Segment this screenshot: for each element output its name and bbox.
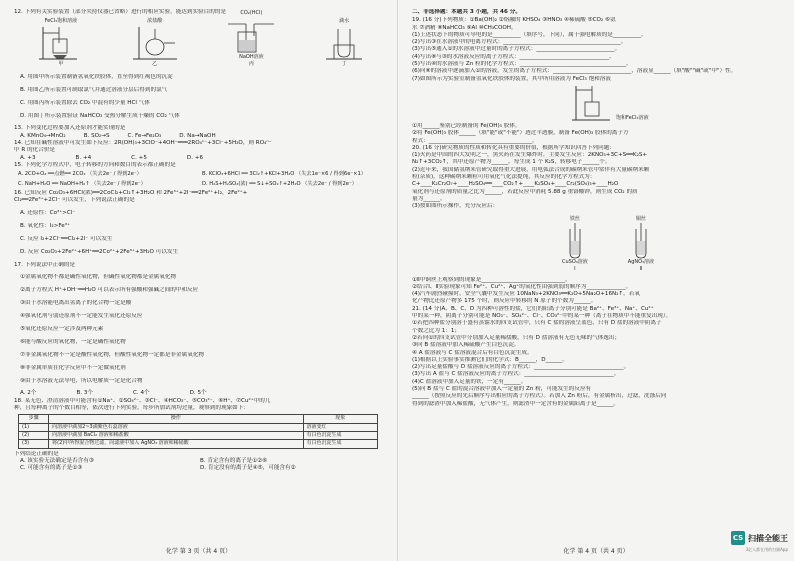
table-cell: 有白色沉淀生成 bbox=[303, 440, 377, 448]
q12-option-c: C. 用图丙所示装置除去 CO₂ 中混有的少量 HCl 气体 bbox=[20, 99, 150, 106]
table-cell: 溶液变红 bbox=[303, 423, 377, 431]
q18-options bbox=[20, 458, 387, 473]
fig-label-yi: 乙 bbox=[152, 61, 158, 67]
test-tube-icon bbox=[568, 223, 582, 259]
q18-header-phenomenon: 现象 bbox=[303, 415, 377, 423]
q17-option-b: B. 3个 bbox=[76, 390, 93, 397]
q18-header-step: 步骤 bbox=[19, 415, 49, 423]
q18-option-c: C. 可能含有的离子是①③ bbox=[20, 465, 83, 472]
q15-option-d: D. H₂S+H₂SO₄(浓) ══ S↓+SO₂↑+2H₂O （失去2e⁻ / 得到2e⁻） bbox=[202, 180, 357, 187]
left-column bbox=[14, 9, 387, 472]
fig-label-bing: 丙 bbox=[248, 61, 254, 67]
q16-option-b: B. 氧化性：I₂>Fe³⁺ bbox=[20, 222, 70, 229]
apparatus-ding-icon bbox=[324, 25, 364, 61]
q20-line-3: N₂↑+3CO₂↑，其中还原产物为______，每生成 1 个 K₂S，转移电子______个。 bbox=[412, 159, 611, 166]
q15-stem: 15. 下列化学方程式中，电子转移的方向和数目的表示都正确的是 bbox=[14, 161, 176, 168]
q12-option-b: B. 用图乙所示装置可制取氯气并通过溶液分层后得到的氯气 bbox=[20, 86, 168, 93]
camscanner-logo-icon: CS bbox=[731, 531, 745, 545]
table-cell: (1) bbox=[19, 423, 49, 431]
q13-option-a: A. KMnO₄→MnO₂ bbox=[20, 132, 66, 139]
q17-item-2: ②离子方程式 H⁺+OH⁻══H₂O 可以表示所有强酸和强碱之间的中和反应 bbox=[20, 287, 199, 294]
apparatus-jia bbox=[37, 18, 85, 69]
q13-stem: 13. 下列变化过程要加入还原剂才能实现的是 bbox=[14, 125, 126, 132]
tube-1-numeral: Ⅰ bbox=[574, 266, 576, 273]
q14-option-c: C. +5 bbox=[131, 154, 147, 161]
camscanner-watermark bbox=[731, 531, 788, 545]
q19-line-2: 水 ⑦酒精 ⑧NaHCO₃ ⑨Al ⑩CH₃COOH。 bbox=[412, 24, 517, 31]
q21-line-8: (1)根据以上实验事实推测它们的化学式：B______，D______。 bbox=[412, 356, 568, 363]
dropper-beaker-icon bbox=[572, 84, 612, 122]
q19-line-1: 19. (16 分)下列物质：①Ba(OH)₂ ②熔融的 KHSO₄ ③HNO₃ ④稀硫酸 ⑤CO₂ ⑥氨 bbox=[412, 17, 616, 24]
q20-line-1: 20. (16 分)研究物质的性质和转化具有重要的价值，根据所学知识回答下列问题： bbox=[412, 144, 615, 151]
apparatus-yi-label: 浓盐酸 bbox=[147, 17, 163, 24]
q14-option-d: D. +6 bbox=[186, 154, 203, 161]
table-cell: 将(2)中所得混合物过滤，向滤液中加入 AgNO₃ 溶液和稀硝酸 bbox=[49, 440, 303, 448]
q21-line-5: ②若向①的四支试管中分别加入足量稀盐酸，只有 D 盐溶液有无色无味的气体逸出； bbox=[412, 334, 621, 341]
q14-option-b: B. +4 bbox=[75, 154, 92, 161]
apparatus-ding-label: 滴水 bbox=[339, 17, 350, 24]
apparatus-jia-label: FeCl₃饱和溶液 bbox=[44, 17, 78, 24]
q20-line-4: (2)近年来，我国储氢纳米管研究取得重大进展，用电弧法合成的碳纳米管中常伴有大量碳纳米颗 bbox=[412, 166, 650, 173]
q13-option-c: C. Fe→Fe₂O₃ bbox=[127, 132, 162, 139]
q17-option-a: A. 2个 bbox=[20, 390, 37, 397]
table-cell: 有白色沉淀生成 bbox=[303, 431, 377, 439]
q15-option-b: B. KClO₃+6HCl ══ 3Cl₂↑+KCl+3H₂O （失去1e⁻×6 / 得到6e⁻×1） bbox=[202, 171, 366, 178]
q14-option-a: A. +3 bbox=[20, 154, 36, 161]
q18-header-operation: 操作 bbox=[49, 415, 303, 423]
q19-line-11: ②将 Fe(OH)₃ 胶体______（填"能"或"不能"）透过半透膜，制备 Fe(OH)₃ 胶体的离子方 bbox=[412, 130, 629, 137]
q21-line-7: ④ A 盐溶液与 C 盐溶液混合后有白色沉淀生成。 bbox=[412, 349, 533, 356]
q18-ask: 下列结论正确的是 bbox=[14, 450, 59, 457]
q18-stem: 18. 某无色、澄清溶液中可能含有①Na⁺、②SO₄²⁻、③Cl⁻、④HCO₃⁻、⑤CO₃²⁻、⑥H⁺、⑦Cu²⁺中的几 bbox=[14, 397, 271, 404]
test-tube-icon bbox=[634, 223, 648, 259]
q17-item-3: ③由于水溶能电离出氢离子的化合物一定是酸 bbox=[20, 300, 132, 307]
q19-line-10: ①用______鉴别已经制备的 Fe(OH)₃ 胶体。 bbox=[412, 122, 521, 129]
table-cell: 向溶液中滴加 BaCl₂ 溶液和稀盐酸 bbox=[49, 431, 303, 439]
q13-option-d: D. Na→NaOH bbox=[179, 132, 216, 139]
apparatus-yi-icon bbox=[131, 25, 179, 61]
q12-stem: 12. 下列有关实验装置（部分夹持仪器已省略）进行的相应实验，能达到实验目的的是 bbox=[14, 9, 227, 15]
q17-item-8: ⑧非金属单质在化学反应中不一定做氧化剂 bbox=[20, 364, 126, 371]
q17-options bbox=[20, 390, 387, 397]
camscanner-name: 扫描全能王 bbox=[748, 533, 788, 543]
right-page bbox=[397, 0, 794, 561]
q19-figure-label: 饱和FeCl₃溶液 bbox=[616, 114, 649, 121]
q16-stem: 16. 已知反应 Co₂O₃+6HCl(浓)══2CoCl₂+Cl₂↑+3H₂O 和 2Fe³⁺+2I⁻══2Fe²⁺+I₂，2Fe²⁺+ bbox=[14, 189, 248, 196]
q14-options bbox=[20, 155, 387, 162]
right-column bbox=[412, 9, 784, 408]
q16-option-a: A. 还原性：Co³⁺>Cl⁻ bbox=[20, 210, 76, 217]
apparatus-bing-sublabel: NaOH溶液 bbox=[239, 53, 264, 60]
q12-option-a: A. 用图甲所示装置制备氢氧化铁胶体，直至得到红褐色的沉淀 bbox=[20, 73, 173, 80]
q21-line-10: (3)写出 A 盐与 C 盐溶液反应的离子方程式：________________________________。 bbox=[412, 371, 620, 378]
q20-line-8: 量为______。 bbox=[412, 195, 446, 202]
q13-options bbox=[20, 133, 387, 140]
fig-label-jia: 甲 bbox=[58, 61, 64, 67]
table-cell: (2) bbox=[19, 431, 49, 439]
table-row bbox=[19, 440, 378, 448]
q16-option-d: D. 反应 Co₂O₃+2Fe²⁺+6H⁺══2Co²⁺+2Fe³⁺+3H₂O 可以发生 bbox=[20, 248, 179, 255]
tube-2-solution-label: AgNO₃溶液 bbox=[627, 258, 655, 265]
q15-option-c: C. NaH+H₂O ══ NaOH+H₂↑ （失去2e⁻ / 得到2e⁻） bbox=[18, 180, 146, 187]
apparatus-bing-label: CO₂(HCl) bbox=[240, 10, 263, 17]
q12-option-d: D. 用图丁所示装置验证 NaHCO₃ 受热分解生成干燥的 CO₂ 气体 bbox=[20, 112, 180, 119]
q14-stem: 14. 已知在碱性溶液中可发生如下反应：2R(OH)₃+3ClO⁻+4OH⁻═══2RO₄ⁿ⁻+3Cl⁻+5H₂O，则 RO₄ⁿ⁻ bbox=[14, 140, 272, 147]
table-row bbox=[19, 423, 378, 431]
tube-1-solution-label: CuSO₄溶液 bbox=[562, 258, 588, 265]
q16-option-c: C. 反应 I₂+2Cl⁻══Cl₂+2I⁻ 可以发生 bbox=[20, 235, 113, 242]
q17-item-5: ⑤氧化还原反应一定涉及两种元素 bbox=[20, 326, 104, 333]
q16-stem-2: Cl₂══2Fe³⁺+2Cl⁻ 可以发生，下列说法正确的是 bbox=[14, 197, 135, 204]
q21-line-12: (5)向 B 盐与 C 盐的混合溶液中加入一定量的 Zn 粉，可能发生的反应有 bbox=[412, 385, 592, 392]
apparatus-bing bbox=[224, 10, 278, 68]
q20-line-5: 粒(杂质)，这种碳纳米颗粒可用氧化气化法提纯，其反应的化学方程式为： bbox=[412, 174, 596, 181]
page-footer-right: 化学 第 4 页（共 4 页） bbox=[563, 548, 629, 555]
q20-line-2: (1)火药是中国的四大发明之一，黑火药在发生爆炸时，主要发生反应：2KNO₃+3C+S══K₂S+ bbox=[412, 152, 648, 159]
q19-line-5: (3)写出⑤通入①的水溶液中过量时的离子方程式：____________________________。 bbox=[412, 46, 621, 53]
q21-line-4: 个数之比为 1：1； bbox=[412, 327, 461, 334]
q19-line-3: (1)上述状态下的物质可导电的是__________（填序号，下同），属于强电解质的是__________。 bbox=[412, 31, 647, 38]
q17-stem: 17. 下列说法中正确的是 bbox=[14, 261, 76, 268]
table-cell: 向溶液中滴加2~3滴紫色石蕊溶液 bbox=[49, 423, 303, 431]
q19-line-12: 程式：_____________________________________。 bbox=[412, 137, 538, 144]
tube-2-numeral: Ⅱ bbox=[639, 266, 643, 273]
table-cell: (3) bbox=[19, 440, 49, 448]
apparatus-yi bbox=[131, 18, 179, 69]
q21-line-3: ①若把四种盐分别溶于盛有蒸馏水的四支试管中，只有 C 盐的溶液呈蓝色，只有 D 盐的溶液中阴离子 bbox=[412, 320, 662, 327]
tube-1-wire-label: 铁丝 bbox=[569, 215, 580, 222]
q21-line-2: 中的某一种，阴离子分别可能是 NO₃⁻、SO₄²⁻、Cl⁻、CO₃²⁻中的某一种（离子在物质中不能重复出现）。 bbox=[412, 313, 672, 320]
q21-line-11: (4)C 盐溶液中加入足量的铁，一定有______。 bbox=[412, 378, 527, 385]
apparatus-jia-icon bbox=[37, 25, 85, 61]
q17-option-c: C. 4个 bbox=[132, 390, 150, 397]
q21-line-6: ③向 B 盐溶液中加入稀硫酸产生白色沉淀。 bbox=[412, 342, 520, 349]
q13-option-b: B. SO₂→S bbox=[83, 132, 110, 139]
q20-line-6: C+____K₂Cr₂O₇+____H₂SO₄══____CO₂↑+____K₂SO₄+____Cr₂(SO₄)₃+____H₂O bbox=[412, 181, 619, 188]
q20-line-12: (4)汽车剧烈碰撞时，安全气囊中发生反应 10NaN₃+2KNO₃══K₂O+5Na₂O+16N₂↑，若氧 bbox=[412, 291, 640, 298]
q18-option-b: B. 肯定含有的离子是①②⑥ bbox=[200, 457, 268, 464]
q19-line-8: (6)向⑧的溶液中逐滴加入①的溶液，发生的离子方程式：____________________________，溶液显______（填"酸""碱"或"中"）性。 bbox=[412, 68, 737, 75]
q20-line-10: ①Ⅱ中铜丝上观察到的现象是______________________________。 bbox=[412, 276, 571, 283]
fig-label-ding: 丁 bbox=[341, 61, 347, 67]
q18-stem-2: 种，且每种离子的个数目相等，依次进行下列实验，每步所加试剂均过量，观察到的现象如下： bbox=[14, 405, 249, 412]
camscanner-tagline: 3亿人都在用的扫描App bbox=[745, 547, 788, 552]
q18-option-a: A. 该实验无法确定是否含有③ bbox=[20, 457, 94, 464]
test-tube-1 bbox=[562, 216, 588, 274]
q19-line-6: (4)写出⑧与③的水溶液反应的离子方程式：________________________________。 bbox=[412, 53, 615, 60]
q20-line-11: ②结合Ⅰ、Ⅱ实验现象可知 Fe²⁺、Cu²⁺、Ag⁺的氧化性由强到弱的顺序为______________。 bbox=[412, 283, 632, 290]
q19-line-7: (5)写出④的水溶液与 Zn 粒的化学方程式：______________________________________。 bbox=[412, 61, 632, 68]
q20-line-13: 化产物比还原产物多 175 个时，则反应中转移的 N 原子的个数为______。 bbox=[412, 298, 597, 305]
q19-line-9: (7)如图所示为实验室制备氢氧化铁胶体的装置，其中所用溶液为 FeCl₃ 饱和溶液 bbox=[412, 75, 611, 82]
q18-table bbox=[18, 414, 378, 448]
q17-item-9: ⑨由于水溶液无法导电，所以电解质一定是化合物 bbox=[20, 377, 143, 384]
apparatus-ding bbox=[324, 18, 364, 69]
section-title: 二、非选择题：本题共 3 小题，共 46 分。 bbox=[412, 9, 521, 15]
apparatus-bing-icon bbox=[224, 18, 278, 54]
tube-2-wire-label: 铜丝 bbox=[635, 215, 646, 222]
q21-line-1: 21. (14 分)A、B、C、D 为四种可溶性的盐，它们的阳离子分别可能是 Ba²⁺、Fe³⁺、Na⁺、Cu²⁺ bbox=[412, 305, 654, 312]
page-footer-left: 化学 第 3 页（共 4 页） bbox=[165, 548, 232, 555]
q17-item-4: ④强氧化剂与弱还原剂不一定能发生氧化还原反应 bbox=[20, 313, 143, 320]
q17-option-d: D. 5个 bbox=[189, 390, 207, 397]
test-tube-2 bbox=[628, 216, 654, 274]
q15-equations bbox=[18, 171, 387, 188]
q17-item-6: ⑥能与酸反应的氧化物，一定是碱性氧化物 bbox=[20, 338, 126, 345]
q21-line-13: ______（按照反应的先后顺序写出相应的离子方程式）。若加入 Zn 粉后，有金属析出，过滤，洗涤后向 bbox=[412, 393, 667, 400]
q19-figure bbox=[572, 84, 784, 122]
q21-line-9: (2)写出足量盐酸与 D 盐溶液反应的离子方程式：________________________________。 bbox=[412, 364, 630, 371]
table-row bbox=[19, 431, 378, 439]
q20-test-tubes bbox=[562, 214, 784, 274]
q20-line-7: 氧化剂与还原剂的质量之比为______，若此反应中消耗 5.88 g 重铬酸钾，则生成 CO₂ 的质 bbox=[412, 188, 638, 195]
q21-line-14: 得到的滤渣中加入稀盐酸，无气体产生，则滤渣中一定含有的金属阳离子是______。 bbox=[412, 400, 619, 407]
q18-table-header bbox=[19, 415, 378, 423]
q15-option-a: A. 2CO+O₂ ══点燃══ 2CO₂ （失去2e⁻ / 得到2e⁻） bbox=[18, 171, 142, 178]
q19-line-4: (2)写出③在水溶液中的电离方程式：__________________________________________。 bbox=[412, 39, 627, 46]
q17-item-1: ①金属氧化物不都是碱性氧化物，但碱性氧化物都是金属氧化物 bbox=[20, 274, 177, 281]
q14-stem-2: 中 R 的化合价是 bbox=[14, 147, 56, 154]
q20-line-9: (3)按如图所示操作，充分反应后： bbox=[412, 203, 499, 210]
q18-option-d: D. 肯定没有的离子是④⑤，可能含有② bbox=[200, 465, 296, 472]
q17-item-7: ⑦非金属氧化物不一定是酸性氧化物，但酸性氧化物一定都是非金属氧化物 bbox=[20, 351, 205, 358]
